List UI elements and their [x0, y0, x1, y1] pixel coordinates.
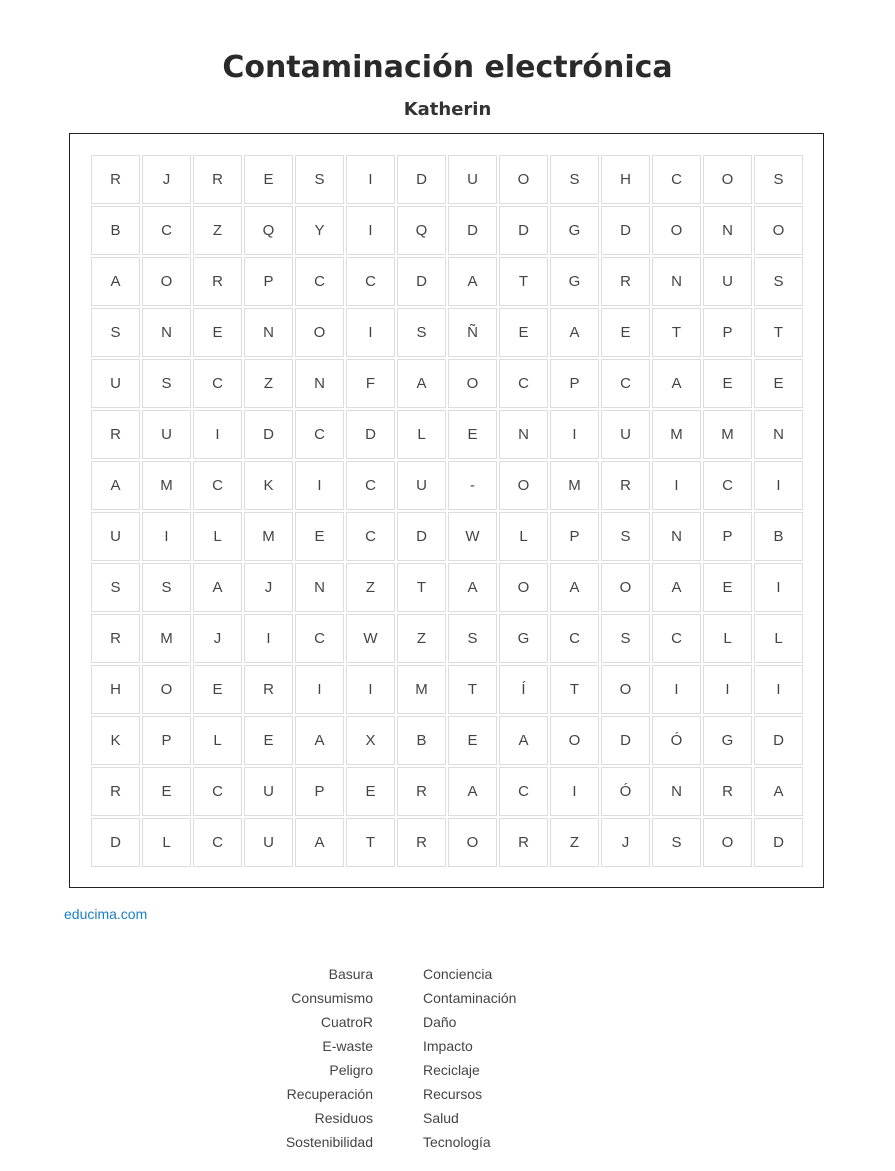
word-item: Tecnología — [423, 1134, 491, 1150]
grid-cell[interactable]: A — [550, 308, 599, 357]
grid-cell[interactable]: N — [244, 308, 293, 357]
grid-cell[interactable]: R — [91, 614, 140, 663]
grid-cell[interactable]: T — [499, 257, 548, 306]
grid-cell[interactable]: A — [295, 716, 344, 765]
grid-cell[interactable]: - — [448, 461, 497, 510]
grid-cell[interactable]: E — [703, 563, 752, 612]
grid-cell[interactable]: D — [397, 257, 446, 306]
grid-cell[interactable]: A — [193, 563, 242, 612]
grid-cell[interactable]: D — [346, 410, 395, 459]
grid-cell[interactable]: D — [397, 155, 446, 204]
grid-cell[interactable]: Z — [550, 818, 599, 867]
letter-grid — [91, 155, 803, 867]
grid-cell[interactable]: W — [448, 512, 497, 561]
grid-cell[interactable]: I — [652, 461, 701, 510]
grid-cell[interactable]: J — [244, 563, 293, 612]
credit-link[interactable]: educima.com — [64, 906, 148, 922]
grid-cell[interactable]: O — [499, 461, 548, 510]
grid-cell[interactable]: R — [244, 665, 293, 714]
grid-cell[interactable]: R — [703, 767, 752, 816]
word-item: Daño — [423, 1014, 457, 1030]
grid-cell[interactable]: Q — [244, 206, 293, 255]
word-list-left-column — [286, 962, 373, 1154]
grid-cell[interactable]: N — [652, 767, 701, 816]
grid-cell[interactable]: I — [346, 665, 395, 714]
grid-cell[interactable]: I — [754, 461, 803, 510]
grid-cell[interactable]: D — [754, 716, 803, 765]
grid-cell[interactable]: R — [91, 410, 140, 459]
grid-cell[interactable]: N — [295, 563, 344, 612]
grid-cell[interactable]: S — [142, 563, 191, 612]
grid-cell[interactable]: A — [295, 818, 344, 867]
grid-cell[interactable]: O — [448, 818, 497, 867]
grid-cell[interactable]: E — [346, 767, 395, 816]
grid-cell[interactable]: G — [499, 614, 548, 663]
grid-cell[interactable]: D — [397, 512, 446, 561]
grid-cell[interactable]: N — [703, 206, 752, 255]
grid-cell[interactable]: S — [754, 155, 803, 204]
grid-cell[interactable]: M — [703, 410, 752, 459]
grid-cell[interactable]: B — [397, 716, 446, 765]
grid-cell[interactable]: M — [550, 461, 599, 510]
grid-cell[interactable]: A — [652, 563, 701, 612]
grid-cell[interactable]: Z — [193, 206, 242, 255]
grid-cell[interactable]: O — [652, 206, 701, 255]
grid-cell[interactable]: R — [601, 461, 650, 510]
grid-cell[interactable]: S — [448, 614, 497, 663]
grid-cell[interactable]: I — [346, 155, 395, 204]
grid-cell[interactable]: R — [397, 767, 446, 816]
grid-cell[interactable]: Z — [397, 614, 446, 663]
word-search-board — [69, 133, 824, 888]
grid-cell[interactable]: U — [601, 410, 650, 459]
grid-cell[interactable]: D — [448, 206, 497, 255]
word-item: CuatroR — [320, 1014, 373, 1030]
grid-cell[interactable]: R — [499, 818, 548, 867]
grid-cell[interactable]: E — [193, 665, 242, 714]
grid-cell[interactable]: O — [499, 155, 548, 204]
grid-cell[interactable]: K — [91, 716, 140, 765]
grid-cell[interactable]: C — [652, 614, 701, 663]
grid-cell[interactable]: C — [295, 257, 344, 306]
word-item: Impacto — [423, 1038, 473, 1054]
grid-cell[interactable]: C — [193, 359, 242, 408]
grid-cell[interactable]: L — [499, 512, 548, 561]
grid-cell[interactable]: L — [703, 614, 752, 663]
grid-cell[interactable]: O — [601, 665, 650, 714]
word-item: Basura — [328, 966, 373, 982]
grid-cell[interactable]: O — [499, 563, 548, 612]
grid-cell[interactable]: C — [703, 461, 752, 510]
word-item: Recuperación — [286, 1086, 373, 1102]
grid-cell[interactable]: E — [295, 512, 344, 561]
grid-cell[interactable]: C — [193, 767, 242, 816]
grid-cell[interactable]: C — [499, 767, 548, 816]
grid-cell[interactable]: R — [91, 155, 140, 204]
grid-cell[interactable]: R — [601, 257, 650, 306]
grid-cell[interactable]: T — [397, 563, 446, 612]
grid-cell[interactable]: A — [550, 563, 599, 612]
grid-cell[interactable]: I — [346, 308, 395, 357]
grid-cell[interactable]: I — [142, 512, 191, 561]
grid-cell[interactable]: P — [550, 512, 599, 561]
grid-cell[interactable]: E — [193, 308, 242, 357]
grid-cell[interactable]: D — [754, 818, 803, 867]
grid-cell[interactable]: J — [193, 614, 242, 663]
word-item: Conciencia — [423, 966, 493, 982]
word-item: Reciclaje — [423, 1062, 480, 1078]
grid-cell[interactable]: C — [346, 512, 395, 561]
grid-cell[interactable]: O — [754, 206, 803, 255]
grid-cell[interactable]: T — [346, 818, 395, 867]
word-list-right-column — [423, 962, 516, 1154]
word-item: Recursos — [423, 1086, 483, 1102]
grid-cell[interactable]: F — [346, 359, 395, 408]
grid-cell[interactable]: S — [91, 308, 140, 357]
grid-cell[interactable]: C — [346, 461, 395, 510]
grid-cell[interactable]: P — [142, 716, 191, 765]
grid-cell[interactable]: M — [397, 665, 446, 714]
grid-cell[interactable]: U — [91, 512, 140, 561]
grid-cell[interactable]: M — [244, 512, 293, 561]
grid-cell[interactable]: C — [295, 614, 344, 663]
grid-cell[interactable]: T — [754, 308, 803, 357]
grid-cell[interactable]: P — [550, 359, 599, 408]
grid-cell[interactable]: A — [448, 257, 497, 306]
grid-cell[interactable]: T — [448, 665, 497, 714]
grid-cell[interactable]: I — [295, 665, 344, 714]
grid-cell[interactable]: E — [499, 308, 548, 357]
word-item: Contaminación — [423, 990, 517, 1006]
grid-cell[interactable]: D — [499, 206, 548, 255]
grid-cell[interactable]: O — [448, 359, 497, 408]
grid-cell[interactable]: H — [91, 665, 140, 714]
grid-cell[interactable]: O — [550, 716, 599, 765]
grid-cell[interactable]: O — [601, 563, 650, 612]
grid-cell[interactable]: Ñ — [448, 308, 497, 357]
grid-cell[interactable]: E — [244, 716, 293, 765]
grid-cell[interactable]: A — [754, 767, 803, 816]
grid-cell[interactable]: S — [142, 359, 191, 408]
grid-cell[interactable]: Í — [499, 665, 548, 714]
grid-cell[interactable]: D — [91, 818, 140, 867]
grid-cell[interactable]: N — [499, 410, 548, 459]
grid-cell[interactable]: L — [397, 410, 446, 459]
grid-cell[interactable]: D — [601, 206, 650, 255]
grid-cell[interactable]: U — [397, 461, 446, 510]
grid-cell[interactable]: O — [142, 665, 191, 714]
grid-cell[interactable]: G — [550, 257, 599, 306]
grid-cell[interactable]: S — [550, 155, 599, 204]
grid-cell[interactable]: S — [601, 614, 650, 663]
grid-cell[interactable]: I — [550, 410, 599, 459]
grid-cell[interactable]: W — [346, 614, 395, 663]
grid-cell[interactable]: M — [142, 614, 191, 663]
grid-cell[interactable]: D — [601, 716, 650, 765]
grid-cell[interactable]: B — [91, 206, 140, 255]
word-item: Residuos — [314, 1110, 373, 1126]
grid-cell[interactable]: C — [193, 461, 242, 510]
grid-cell[interactable]: U — [448, 155, 497, 204]
grid-cell[interactable]: G — [550, 206, 599, 255]
grid-cell[interactable]: E — [703, 359, 752, 408]
grid-cell[interactable]: P — [295, 767, 344, 816]
grid-cell[interactable]: E — [244, 155, 293, 204]
subtitle: Katherin — [403, 99, 492, 120]
grid-cell[interactable]: Ó — [652, 716, 701, 765]
grid-cell[interactable]: O — [703, 155, 752, 204]
word-item: Peligro — [329, 1062, 373, 1078]
grid-cell[interactable]: U — [244, 818, 293, 867]
grid-cell[interactable]: U — [142, 410, 191, 459]
grid-cell[interactable]: S — [91, 563, 140, 612]
grid-cell[interactable]: I — [754, 563, 803, 612]
grid-cell[interactable]: A — [397, 359, 446, 408]
grid-cell[interactable]: O — [295, 308, 344, 357]
grid-cell[interactable]: I — [703, 665, 752, 714]
grid-cell[interactable]: U — [244, 767, 293, 816]
grid-cell[interactable]: C — [295, 410, 344, 459]
grid-cell[interactable]: T — [550, 665, 599, 714]
grid-cell[interactable]: C — [193, 818, 242, 867]
grid-cell[interactable]: O — [703, 818, 752, 867]
page-title: Contaminación electrónica — [222, 50, 673, 85]
grid-cell[interactable]: Ó — [601, 767, 650, 816]
grid-cell[interactable]: A — [499, 716, 548, 765]
grid-cell[interactable]: N — [142, 308, 191, 357]
grid-cell[interactable]: I — [550, 767, 599, 816]
grid-cell[interactable]: N — [652, 257, 701, 306]
grid-cell[interactable]: C — [499, 359, 548, 408]
grid-cell[interactable]: S — [652, 818, 701, 867]
grid-cell[interactable]: N — [652, 512, 701, 561]
grid-cell[interactable]: I — [346, 206, 395, 255]
grid-cell[interactable]: N — [754, 410, 803, 459]
grid-cell[interactable]: I — [193, 410, 242, 459]
grid-cell[interactable]: S — [295, 155, 344, 204]
grid-cell[interactable]: L — [193, 716, 242, 765]
grid-cell[interactable]: R — [91, 767, 140, 816]
grid-cell[interactable]: S — [754, 257, 803, 306]
word-item: Sostenibilidad — [285, 1134, 373, 1150]
grid-cell[interactable]: B — [754, 512, 803, 561]
grid-cell[interactable]: P — [244, 257, 293, 306]
grid-cell[interactable]: H — [601, 155, 650, 204]
grid-cell[interactable]: J — [601, 818, 650, 867]
grid-cell[interactable]: Z — [244, 359, 293, 408]
grid-cell[interactable]: D — [244, 410, 293, 459]
grid-cell[interactable]: S — [601, 512, 650, 561]
grid-cell[interactable]: E — [754, 359, 803, 408]
grid-cell[interactable]: L — [754, 614, 803, 663]
grid-cell[interactable]: L — [193, 512, 242, 561]
grid-cell[interactable]: K — [244, 461, 293, 510]
word-item: Consumismo — [291, 990, 373, 1006]
word-item: E-waste — [322, 1038, 373, 1054]
grid-cell[interactable]: N — [295, 359, 344, 408]
grid-cell[interactable]: J — [142, 155, 191, 204]
grid-cell[interactable]: M — [142, 461, 191, 510]
grid-cell[interactable]: A — [448, 563, 497, 612]
grid-cell[interactable]: U — [91, 359, 140, 408]
grid-cell[interactable]: G — [703, 716, 752, 765]
grid-cell[interactable]: T — [652, 308, 701, 357]
grid-cell[interactable]: A — [91, 257, 140, 306]
grid-cell[interactable]: E — [601, 308, 650, 357]
grid-cell[interactable]: C — [550, 614, 599, 663]
grid-cell[interactable]: E — [142, 767, 191, 816]
grid-cell[interactable]: X — [346, 716, 395, 765]
grid-cell[interactable]: P — [703, 512, 752, 561]
grid-cell[interactable]: E — [448, 716, 497, 765]
grid-cell[interactable]: Y — [295, 206, 344, 255]
grid-cell[interactable]: I — [244, 614, 293, 663]
word-item: Salud — [423, 1110, 459, 1126]
grid-cell[interactable]: I — [754, 665, 803, 714]
grid-cell[interactable]: U — [703, 257, 752, 306]
grid-cell[interactable]: R — [193, 257, 242, 306]
grid-cell[interactable]: I — [652, 665, 701, 714]
grid-cell[interactable]: C — [601, 359, 650, 408]
grid-cell[interactable]: C — [142, 206, 191, 255]
grid-cell[interactable]: P — [703, 308, 752, 357]
grid-cell[interactable]: E — [448, 410, 497, 459]
grid-cell[interactable]: I — [295, 461, 344, 510]
grid-cell[interactable]: O — [142, 257, 191, 306]
grid-cell[interactable]: A — [91, 461, 140, 510]
grid-cell[interactable]: C — [652, 155, 701, 204]
grid-cell[interactable]: A — [448, 767, 497, 816]
grid-cell[interactable]: A — [652, 359, 701, 408]
grid-cell[interactable]: Q — [397, 206, 446, 255]
grid-cell[interactable]: L — [142, 818, 191, 867]
grid-cell[interactable]: S — [397, 308, 446, 357]
grid-cell[interactable]: Z — [346, 563, 395, 612]
grid-cell[interactable]: R — [397, 818, 446, 867]
grid-cell[interactable]: C — [346, 257, 395, 306]
grid-cell[interactable]: M — [652, 410, 701, 459]
grid-cell[interactable]: R — [193, 155, 242, 204]
